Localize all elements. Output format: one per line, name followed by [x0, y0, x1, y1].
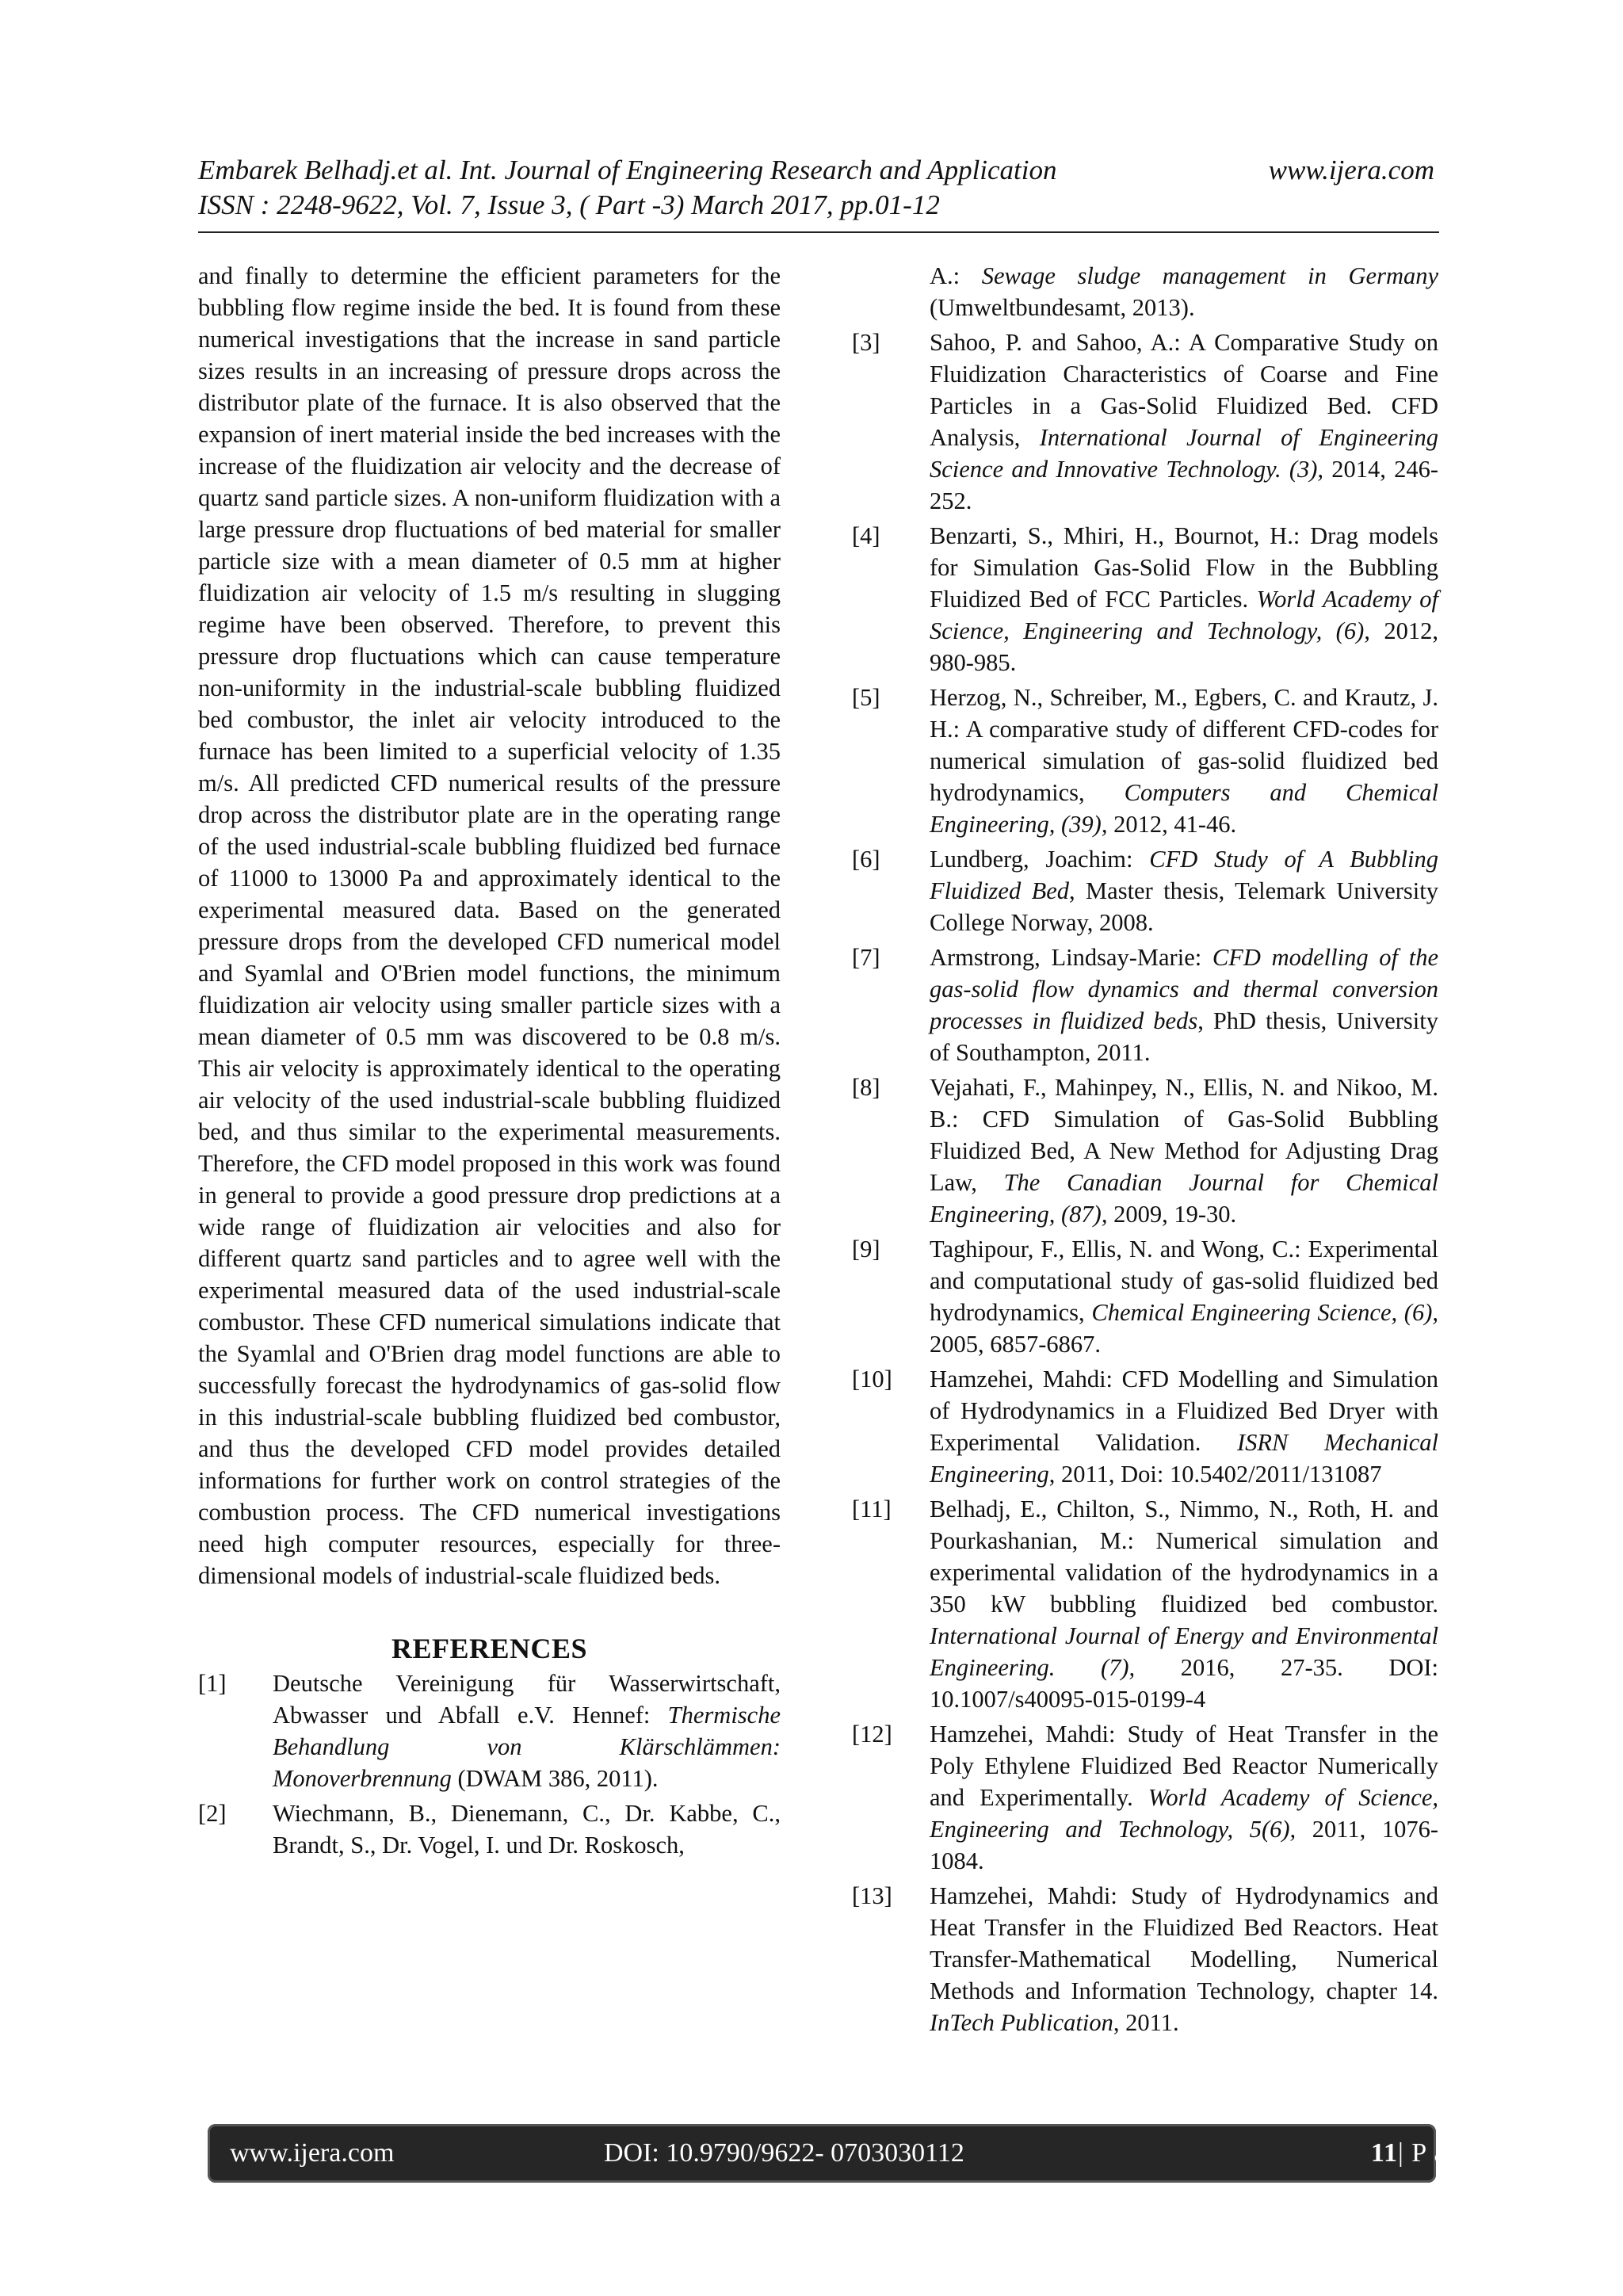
reference-3 [852, 327, 1438, 517]
references-heading: REFERENCES [391, 1633, 588, 1664]
reference-text: Sahoo, P. and Sahoo, A.: A Comparative Study on Fluidization Characteristics of Coarse and Fine Particles in a Gas-Solid Fluidized Bed. CFD Analysis, International Journal of Engineering Science and Innovative Technology. (3), 2014, 246-252. [930, 329, 1438, 514]
reference-number: [3] [852, 329, 880, 356]
reference-13 [852, 1880, 1438, 2038]
reference-11 [852, 1493, 1438, 1715]
reference-text: Benzarti, S., Mhiri, H., Bournot, H.: Drag models for Simulation Gas-Solid Flow in the Bubbling Fluidized Bed of FCC Particles. World Academy of Science, Engineering and Technology, (6), 2012, 980-985. [930, 522, 1439, 676]
reference-number: [8] [852, 1074, 880, 1101]
reference-number: [2] [198, 1800, 227, 1827]
footer-doi: DOI: 10.9790/9622- 0703030112 [604, 2138, 964, 2168]
reference-6 [852, 843, 1438, 938]
reference-2-continued: A.: Sewage sludge management in Germany (Umweltbundesamt, 2013). [930, 262, 1439, 321]
reference-number: [5] [852, 684, 880, 711]
footer-website[interactable]: www.ijera.com [230, 2138, 395, 2168]
reference-2 [198, 1797, 781, 1861]
reference-text: Hamzehei, Mahdi: CFD Modelling and Simulation of Hydrodynamics in a Fluidized Bed Dryer with Experimental Validation. ISRN Mechanical Engineering, 2011, Doi: 10.5402/2011/131087 [930, 1366, 1438, 1488]
right-column [852, 260, 1438, 2042]
page-footer [208, 2124, 1489, 2183]
header-rule [198, 231, 1439, 233]
reference-4 [852, 520, 1438, 678]
reference-number: [7] [852, 944, 880, 971]
left-column [198, 260, 781, 1864]
header-journal-line: Embarek Belhadj.et al. Int. Journal of Engineering Research and Application [198, 155, 1057, 185]
reference-number: [11] [852, 1496, 892, 1522]
reference-7 [852, 942, 1438, 1068]
reference-text: Belhadj, E., Chilton, S., Nimmo, N., Roth, H. and Pourkashanian, M.: Numerical simulation and experimental validation of the hydrodynamics in a 350 kW bubbling fluidized bed combustor. International Journal of Energy and Environmental Engineering. (7), 2016, 27-35. DOI: 10.1007/s40095-015-0199-4 [930, 1496, 1438, 1713]
footer-page-number: 11 | P a g e [1370, 2138, 1489, 2168]
body-paragraph: and finally to determine the efficient parameters for the bubbling flow regime inside the bed. It is found from these numerical investigations that the increase in sand particle sizes results in an increasing of pressure drops across the distributor plate of the furnace. It is also observed that the expansion of inert material inside the bed increases with the increase of the fluidization air velocity and the decrease of quartz sand particle sizes. A non-uniform fluidization with a large pressure drop fluctuations of bed material for smaller particle size with a mean diameter of 0.5 mm at higher fluidization air velocity of 1.5 m/s resulting in slugging regime have been observed. Therefore, to prevent this pressure drop fluctuations which can cause temperature non-uniformity in the industrial-scale bubbling fluidized bed combustor, the inlet air velocity introduced to the furnace has been limited to a superficial velocity of 1.35 m/s. All predicted CFD numerical results of the pressure drop across the distributor plate are in the operating range of the used industrial-scale bubbling fluidized bed furnace of 11000 to 13000 Pa and approximately identical to the experimental measured data. Based on the generated pressure drops from the developed CFD numerical model and Syamlal and O'Brien model functions, the minimum fluidization air velocity using smaller particle sizes with a mean diameter of 0.5 mm was discovered to be 0.8 m/s. This air velocity is approximately identical to the operating air velocity of the used industrial-scale bubbling fluidized bed, and thus similar to the experimental measurements. Therefore, the CFD model proposed in this work was found in general to provide a good pressure drop predictions at a wide range of fluidization air velocities and also for different quartz sand particles and to agree well with the experimental measured data of the used industrial-scale combustor. These CFD numerical simulations indicate that the Syamlal and O'Brien drag model functions are able to successfully forecast the hydrodynamics of gas-solid flow in this industrial-scale bubbling fluidized bed combustor, and thus the developed CFD model provides detailed informations for further work on control strategies of the combustion process. The CFD numerical investigations need high computer resources, especially for three-dimensional models of industrial-scale fluidized beds. [198, 262, 781, 1589]
reference-8 [852, 1072, 1438, 1230]
reference-text: Vejahati, F., Mahinpey, N., Ellis, N. and Nikoo, M. B.: CFD Simulation of Gas-Solid Bubbling Fluidized Bed, A New Method for Adjusting Drag Law, The Canadian Journal for Chemical Engineering, (87), 2009, 19-30. [930, 1074, 1439, 1228]
reference-number: [13] [852, 1882, 892, 1909]
reference-10 [852, 1363, 1438, 1490]
reference-number: [9] [852, 1236, 880, 1263]
reference-number: [6] [852, 846, 880, 873]
reference-number: [10] [852, 1366, 892, 1392]
reference-text: Lundberg, Joachim: CFD Study of A Bubbling Fluidized Bed, Master thesis, Telemark University College Norway, 2008. [930, 846, 1439, 936]
reference-12 [852, 1718, 1438, 1877]
reference-text: Wiechmann, B., Dienemann, C., Dr. Kabbe, C., Brandt, S., Dr. Vogel, I. und Dr. Roskosch, [273, 1800, 781, 1859]
reference-text: Deutsche Vereinigung für Wasserwirtschaft, Abwasser und Abfall e.V. Hennef: Thermische Behandlung von Klärschlämmen: Monoverbrennung (DWAM 386, 2011). [273, 1670, 781, 1792]
reference-5 [852, 682, 1438, 840]
reference-text: Hamzehei, Mahdi: Study of Hydrodynamics and Heat Transfer in the Fluidized Bed Reactors. Heat Transfer-Mathematical Modelling, Numerical Methods and Information Technology, chapter 14. InTech Publication, 2011. [930, 1882, 1438, 2036]
header-website[interactable]: www.ijera.com [1268, 155, 1434, 185]
reference-number: [12] [852, 1721, 892, 1748]
reference-9 [852, 1233, 1438, 1360]
reference-number: [4] [852, 522, 880, 549]
running-header [198, 153, 1439, 223]
header-issn-line: ISSN : 2248-9622, Vol. 7, Issue 3, ( Part -3) March 2017, pp.01-12 [198, 189, 940, 220]
reference-text: Taghipour, F., Ellis, N. and Wong, C.: Experimental and computational study of gas-solid fluidized bed hydrodynamics, Chemical Engineering Science, (6), 2005, 6857-6867. [930, 1236, 1438, 1358]
reference-text: Herzog, N., Schreiber, M., Egbers, C. and Krautz, J. H.: A comparative study of different CFD-codes for numerical simulation of gas-solid fluidized bed hydrodynamics, Computers and Chemical Engineering, (39), 2012, 41-46. [930, 684, 1438, 838]
reference-text: Armstrong, Lindsay-Marie: CFD modelling of the gas-solid flow dynamics and thermal conversion processes in fluidized beds, PhD thesis, University of Southampton, 2011. [930, 944, 1438, 1066]
reference-number: [1] [198, 1670, 227, 1697]
reference-text: Hamzehei, Mahdi: Study of Heat Transfer in the Poly Ethylene Fluidized Bed Reactor Numerically and Experimentally. World Academy of Science, Engineering and Technology, 5(6), 2011, 1076-1084. [930, 1721, 1438, 1874]
reference-1 [198, 1668, 781, 1794]
